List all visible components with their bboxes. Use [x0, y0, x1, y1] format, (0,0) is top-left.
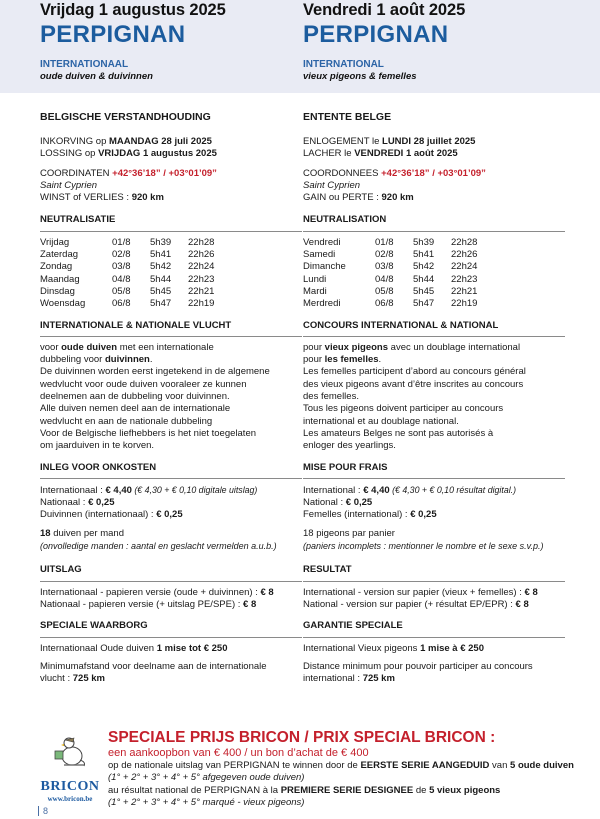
sunset: 22h21: [451, 285, 478, 297]
fee-note: (€ 4,30 + € 0,10 digitale uitslag): [131, 484, 258, 495]
header-french: [303, 0, 465, 83]
sunrise: 5h47: [413, 298, 435, 310]
sunrise: 5h47: [150, 298, 172, 310]
distance-value: 920 km: [131, 192, 164, 204]
date: 06/8: [112, 298, 131, 310]
race-city: PERPIGNAN: [303, 21, 449, 48]
fee-value: € 0,25: [345, 497, 373, 509]
release-label: LOSSING op: [40, 148, 99, 160]
basketing-date: LUNDI 28 juillet 2025: [382, 136, 476, 147]
logo-name: BRICON: [40, 779, 100, 794]
text-line: Les amateurs Belges ne sont pas autorisés à: [303, 427, 494, 439]
day: Mardi: [303, 285, 327, 297]
fee-label: Femelles (international) :: [303, 509, 411, 521]
section-fees-title: MISE POUR FRAIS: [303, 462, 565, 479]
sunrise: 5h45: [150, 285, 172, 297]
prize-note-fr: (1° + 2° + 3° + 4° + 5° marqué - vieux pigeons): [108, 796, 305, 808]
min-distance: 725 km: [362, 673, 395, 685]
prize-rule-nl: [108, 760, 574, 772]
text-line: enloger des yearlings.: [303, 440, 396, 452]
race-date: Vrijdag 1 augustus 2025: [40, 1, 226, 19]
distance-label: WINST of VERLIES :: [40, 192, 132, 204]
table-row: [40, 237, 302, 249]
basket-note: (paniers incomplets : mentionner le nombre et le sexe s.v.p.): [303, 541, 544, 552]
table-row: [40, 261, 302, 273]
text-bold: EERSTE SERIE AANGEDUID: [360, 760, 490, 771]
text-bold: 5 oude duiven: [510, 760, 574, 771]
race-type: INTERNATIONAAL: [40, 59, 129, 70]
sunset: 22h19: [451, 298, 478, 310]
sunrise: 5h44: [150, 273, 172, 285]
header-dutch: [40, 0, 226, 83]
sunset: 22h24: [188, 261, 215, 273]
prize-note-nl: (1° + 2° + 3° + 4° + 5° afgegeven oude duiven): [108, 772, 305, 784]
result-price: € 8: [260, 586, 274, 598]
release-date: VENDREDI 1 août 2025: [354, 148, 458, 160]
release-place: Saint Cyprien: [303, 179, 361, 191]
text-line: om jaarduiven in te korven.: [40, 440, 155, 452]
result-label: Internationaal - papieren versie (oude + duivinnen) :: [40, 586, 261, 598]
day: Maandag: [40, 273, 80, 285]
coordinates-value: +42°36’18” / +03°01’09”: [112, 167, 217, 179]
bricon-logo: [36, 734, 104, 803]
fee-value: € 4,40: [363, 484, 390, 496]
basket-text: duiven per mand: [50, 527, 124, 539]
day: Samedi: [303, 249, 336, 261]
text: .: [149, 354, 153, 366]
text-line: Minimumafstand voor deelname aan de internationale: [40, 660, 267, 672]
text: vlucht :: [40, 673, 73, 685]
race-info: [40, 136, 302, 161]
date: 01/8: [375, 236, 394, 248]
text-line: Tous les pigeons doivent participer au concours: [303, 403, 504, 415]
day: Vendredi: [303, 236, 341, 248]
text-line: international et au doublage national.: [303, 415, 459, 427]
result-label: International - version sur papier (vieux + femelles) :: [303, 586, 525, 598]
distance-value: 920 km: [381, 192, 414, 204]
coordinates-label: COORDONNEES: [303, 167, 382, 179]
basketing-label: INKORVING op: [40, 136, 109, 147]
sunrise: 5h42: [413, 261, 435, 273]
table-row: [303, 261, 565, 273]
result-price: € 8: [524, 586, 538, 598]
text: pour: [303, 341, 325, 353]
text: dubbeling voor: [40, 354, 105, 366]
day: Merdredi: [303, 298, 341, 310]
coordinates-value: +42°36’18” / +03°01’09”: [381, 167, 486, 179]
text: voor: [40, 341, 62, 353]
table-row: [303, 237, 565, 249]
table-row: [303, 286, 565, 298]
result-label: National - version sur papier (+ résultat EP/EPR) :: [303, 598, 516, 610]
text-line: Distance minimum pour pouvoir participer au concours: [303, 660, 533, 672]
neutralisation-table: [303, 237, 565, 311]
fee-value: € 0,25: [156, 509, 183, 521]
flight-description: [40, 342, 302, 453]
text-bold: 1 mise à € 250: [420, 642, 484, 654]
section-neutralisation-title: NEUTRALISATION: [303, 214, 565, 231]
coordinates-label: COORDINATEN: [40, 167, 113, 179]
basket-note: (onvolledige manden : aantal en geslacht vermelden a.u.b.): [40, 541, 277, 552]
date: 03/8: [112, 261, 131, 273]
section-fees-title: INLEG VOOR ONKOSTEN: [40, 462, 302, 479]
section-neutralisation-title: NEUTRALISATIE: [40, 214, 302, 231]
fee-value: € 0,25: [410, 509, 437, 521]
text: pour: [303, 354, 325, 366]
day: Zondag: [40, 261, 73, 273]
fee-note: (€ 4,30 + € 0,10 résultat digital.): [389, 484, 517, 495]
sunrise: 5h41: [150, 249, 172, 261]
date: 02/8: [112, 249, 131, 261]
fee-label: Internationaal :: [40, 484, 106, 496]
text-bold: duivinnen: [104, 354, 150, 366]
sunrise: 5h39: [413, 236, 435, 248]
text-line: deelnemen aan de dubbeling voor duivinnen.: [40, 391, 230, 403]
fee-value: € 0,25: [88, 497, 115, 509]
sunset: 22h26: [451, 249, 478, 261]
table-row: [40, 298, 302, 310]
prize-text: [108, 729, 574, 809]
fees-list: [40, 484, 302, 552]
race-category: vieux pigeons & femelles: [303, 71, 417, 82]
results-list: [40, 587, 302, 612]
pigeon-icon: [50, 734, 90, 770]
basket-text: pigeons par panier: [313, 527, 395, 539]
race-city: PERPIGNAN: [40, 21, 186, 48]
text: met een internationale: [117, 341, 214, 353]
results-list: [303, 587, 565, 612]
race-info: [303, 136, 565, 161]
distance-label: GAIN ou PERTE :: [303, 192, 382, 204]
text: au résultat national de PERPIGNAN à la: [108, 784, 281, 796]
sunrise: 5h45: [413, 285, 435, 297]
fee-label: National :: [303, 497, 346, 509]
section-guarantee-title: GARANTIE SPECIALE: [303, 620, 565, 637]
text: avec un doublage international: [388, 341, 521, 353]
text-bold: oude duiven: [61, 341, 118, 353]
sunset: 22h21: [188, 285, 215, 297]
result-price: € 8: [243, 598, 257, 610]
date: 06/8: [375, 298, 394, 310]
text-bold: 1 mise tot € 250: [156, 642, 228, 654]
text: op de nationale uitslag van PERPIGNAN te winnen door de: [108, 760, 361, 771]
page-header: [0, 0, 600, 93]
flight-description: [303, 342, 565, 453]
text: .: [378, 354, 382, 366]
table-row: [303, 298, 565, 310]
min-distance: 725 km: [72, 673, 105, 685]
text: Internationaal Oude duiven: [40, 642, 157, 654]
text: international :: [303, 673, 363, 685]
sunset: 22h23: [188, 273, 215, 285]
sunset: 22h28: [188, 236, 215, 248]
text-bold: 5 vieux pigeons: [429, 784, 501, 796]
table-row: [303, 249, 565, 261]
section-flight-title: CONCOURS INTERNATIONAL & NATIONAL: [303, 320, 565, 337]
fee-value: € 4,40: [105, 484, 132, 496]
text: de: [413, 784, 430, 796]
location-info: [303, 168, 565, 205]
prize-title: SPECIALE PRIJS BRICON / PRIX SPECIAL BRICON :: [108, 729, 496, 746]
date: 03/8: [375, 261, 394, 273]
text-bold: vieux pigeons: [324, 341, 389, 353]
text-line: De duivinnen worden eerst ingetekend in de algemene: [40, 366, 270, 378]
text-line: Alle duiven nemen deel aan de internationale: [40, 403, 231, 415]
location-info: [40, 168, 302, 205]
basketing-label: ENLOGEMENT le: [303, 136, 383, 147]
sunset: 22h24: [451, 261, 478, 273]
page-number: 8: [38, 806, 48, 816]
prize-rule-fr: [108, 785, 574, 797]
neutralisation-table: [40, 237, 302, 311]
french-column: [303, 93, 565, 685]
text: International Vieux pigeons: [303, 642, 421, 654]
sunset: 22h26: [188, 249, 215, 261]
race-type: INTERNATIONAL: [303, 59, 384, 70]
result-price: € 8: [515, 598, 529, 610]
release-date: VRIJDAG 1 augustus 2025: [98, 148, 217, 160]
sunset: 22h19: [188, 298, 215, 310]
table-row: [303, 274, 565, 286]
release-label: LACHER le: [303, 148, 355, 160]
date: 04/8: [375, 273, 394, 285]
result-label: Nationaal - papieren versie (+ uitslag PE/SPE) :: [40, 598, 244, 610]
release-place: Saint Cyprien: [40, 179, 98, 191]
day: Woensdag: [40, 298, 86, 310]
text-bold: PREMIERE SERIE DESIGNEE: [280, 784, 414, 796]
day: Lundi: [303, 273, 327, 285]
day: Vrijdag: [40, 236, 70, 248]
fee-label: Nationaal :: [40, 497, 89, 509]
basket-count: 18: [303, 527, 314, 539]
table-row: [40, 286, 302, 298]
sunset: 22h28: [451, 236, 478, 248]
text-line: Les femelles participent d’abord au concours général: [303, 366, 526, 378]
sunrise: 5h42: [150, 261, 172, 273]
dutch-column: [40, 93, 302, 685]
text: van: [489, 760, 511, 771]
text-bold: les femelles: [324, 354, 379, 366]
fees-list: [303, 484, 565, 552]
text-line: des femelles.: [303, 391, 359, 403]
date: 02/8: [375, 249, 394, 261]
section-results-title: RESULTAT: [303, 564, 565, 581]
race-category: oude duiven & duivinnen: [40, 71, 153, 82]
guarantee-info: [303, 643, 565, 686]
section-guarantee-title: SPECIALE WAARBORG: [40, 620, 302, 637]
text-line: Voor de Belgische liefhebbers is het niet toegelaten: [40, 427, 257, 439]
table-row: [40, 249, 302, 261]
fee-label: Duivinnen (internationaal) :: [40, 509, 157, 521]
section-flight-title: INTERNATIONALE & NATIONALE VLUCHT: [40, 320, 302, 337]
day: Zaterdag: [40, 249, 79, 261]
sunset: 22h23: [451, 273, 478, 285]
text-line: des vieux pigeons avant d’être inscrites au concours: [303, 378, 524, 390]
sunrise: 5h44: [413, 273, 435, 285]
day: Dinsdag: [40, 285, 75, 297]
date: 05/8: [112, 285, 131, 297]
logo-url: www.bricon.be: [47, 795, 93, 803]
organization-title: ENTENTE BELGE: [303, 111, 392, 123]
fee-label: International :: [303, 484, 364, 496]
sunrise: 5h41: [413, 249, 435, 261]
date: 01/8: [112, 236, 131, 248]
basketing-date: MAANDAG 28 juli 2025: [109, 136, 212, 147]
organization-title: BELGISCHE VERSTANDHOUDING: [40, 111, 211, 123]
text-line: wedvlucht voor oude duiven vooraleer ze kunnen: [40, 378, 247, 390]
section-results-title: UITSLAG: [40, 564, 302, 581]
special-prize-section: [0, 728, 600, 819]
guarantee-info: [40, 643, 302, 686]
date: 04/8: [112, 273, 131, 285]
date: 05/8: [375, 285, 394, 297]
text-line: wedvlucht en aan de nationale dubbeling: [40, 415, 213, 427]
day: Dimanche: [303, 261, 346, 273]
table-row: [40, 274, 302, 286]
prize-subtitle: een aankoopbon van € 400 / un bon d’achat de € 400: [108, 747, 369, 759]
basket-count: 18: [40, 527, 51, 539]
sunrise: 5h39: [150, 236, 172, 248]
race-date: Vendredi 1 août 2025: [303, 1, 466, 19]
